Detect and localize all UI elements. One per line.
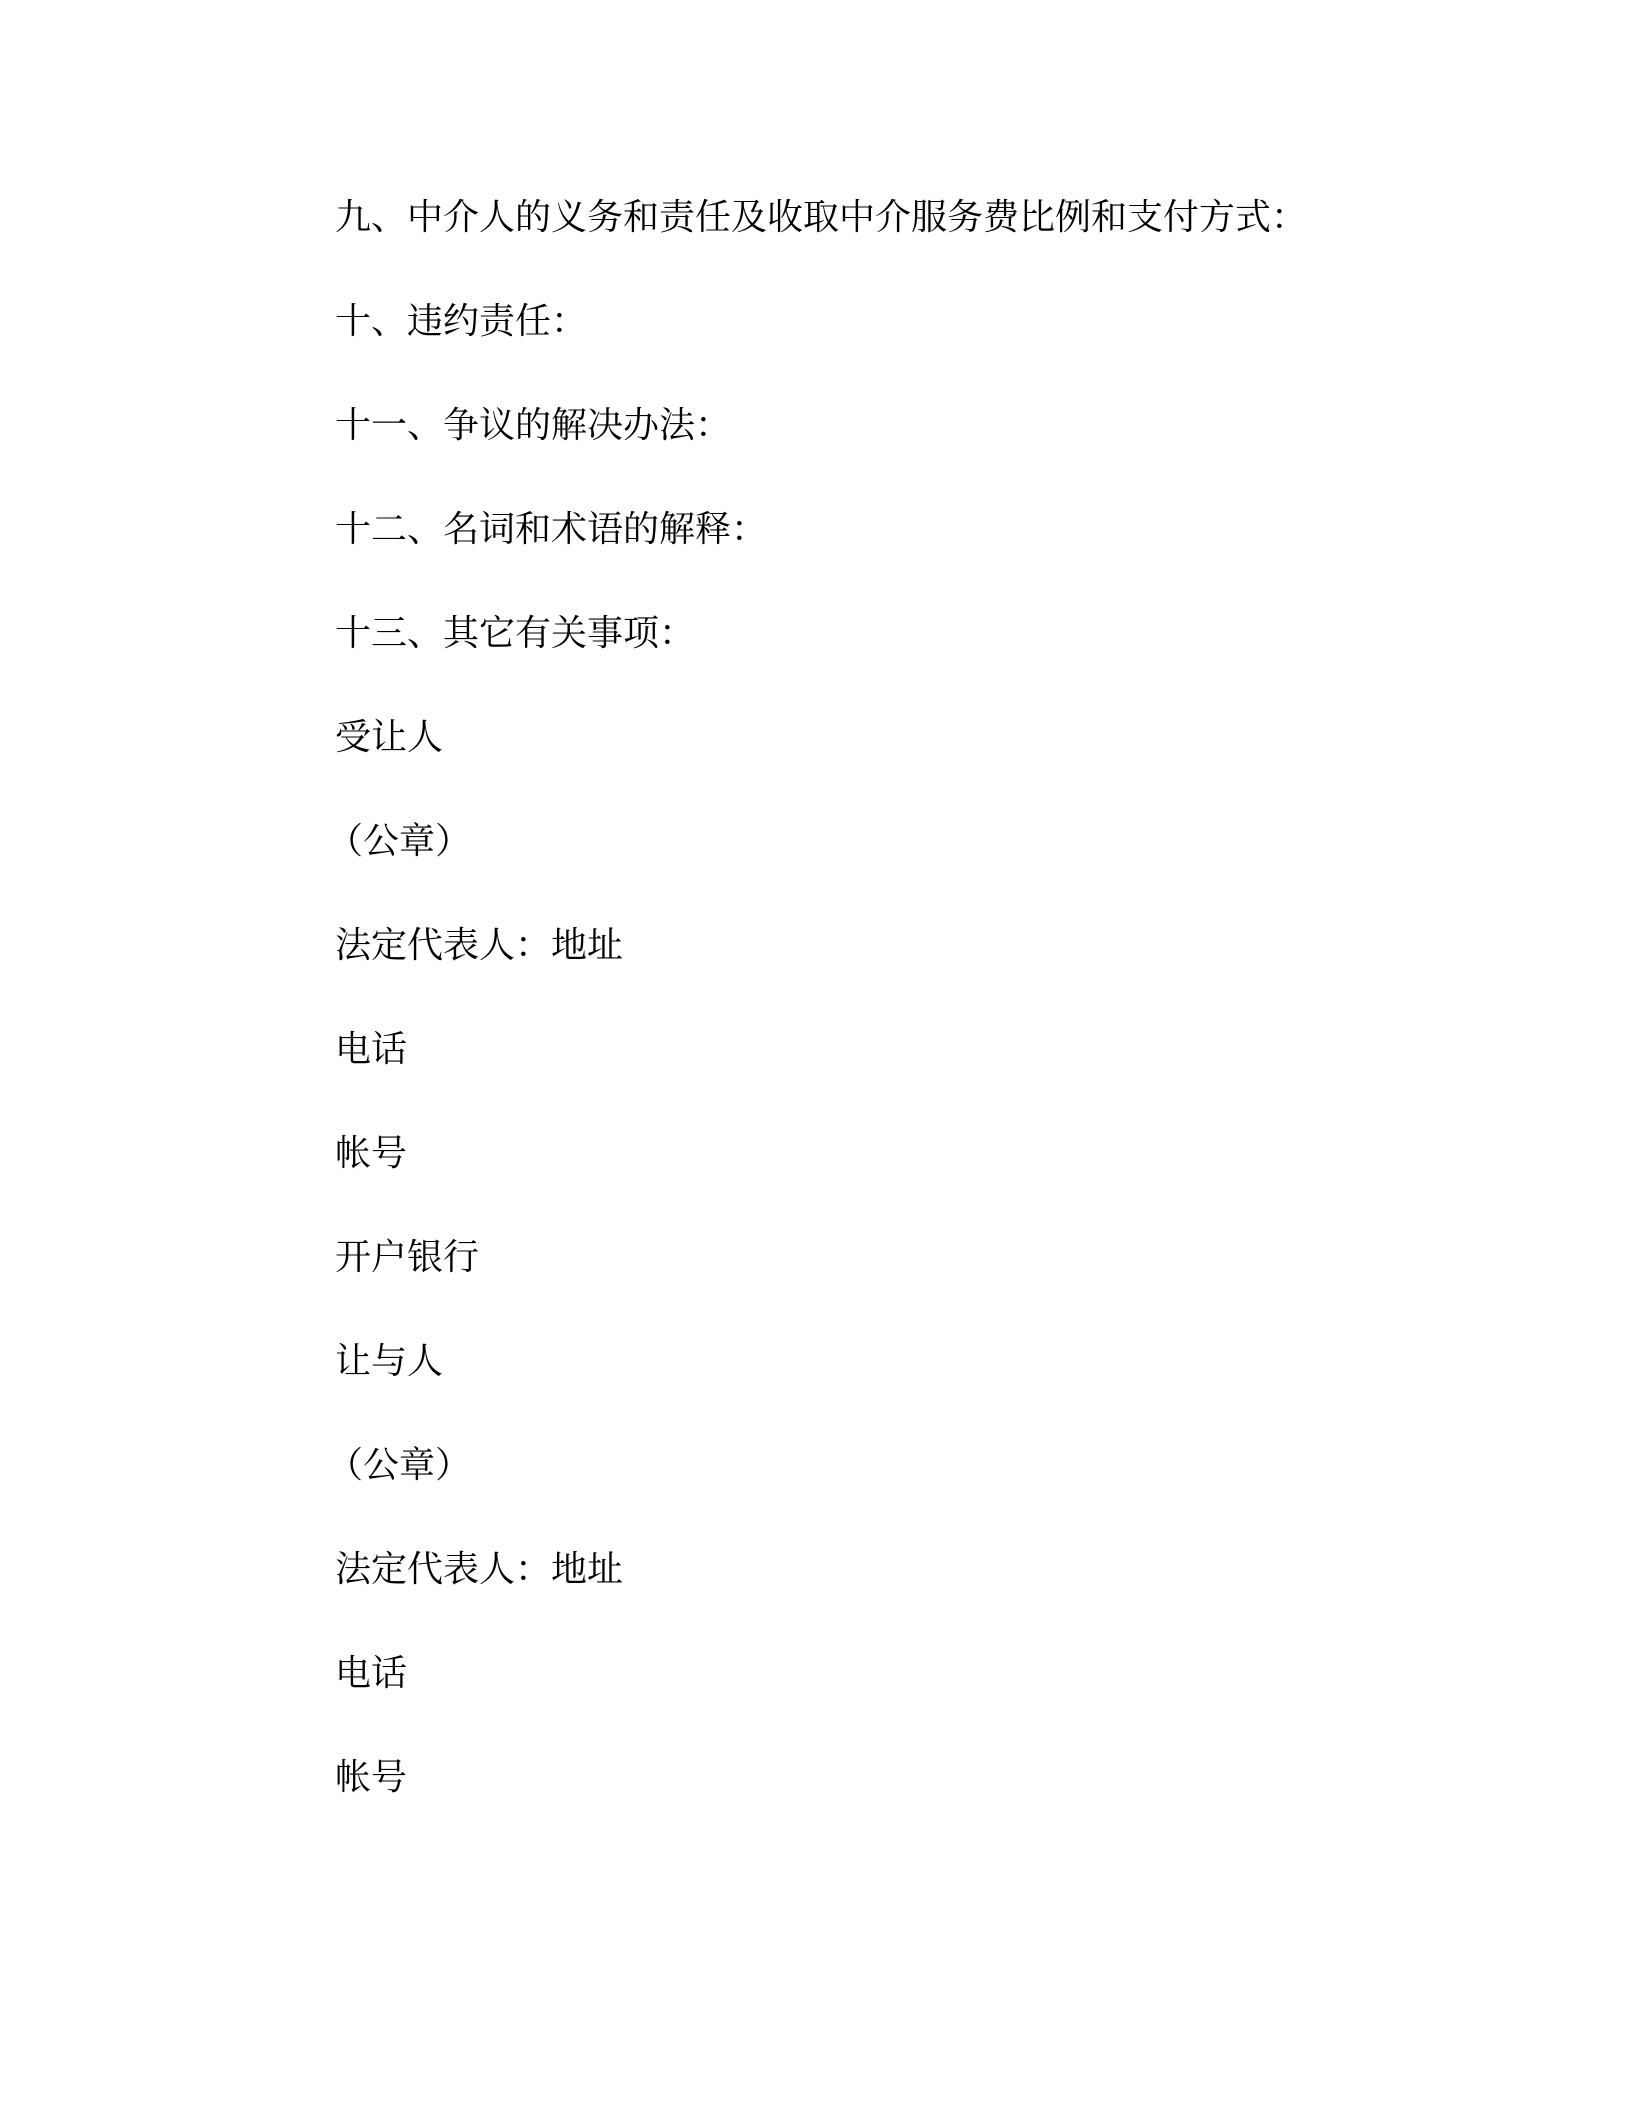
clause-10-heading: 十、违约责任： (335, 301, 588, 342)
transferee-bank-label: 开户银行 (335, 1237, 480, 1278)
transferee-phone-label: 电话 (335, 1029, 408, 1070)
clause-11-heading: 十一、争议的解决办法： (335, 405, 732, 446)
transferor-label: 让与人 (335, 1341, 444, 1382)
transferor-representative-address-label: 法定代表人：地址 (335, 1549, 624, 1590)
transferor-phone-label: 电话 (335, 1653, 408, 1694)
transferee-account-label: 帐号 (335, 1133, 408, 1174)
transferee-label: 受让人 (335, 717, 444, 758)
clause-12-heading: 十二、名词和术语的解释： (335, 509, 768, 550)
transferee-seal-label: （公章） (327, 821, 472, 862)
transferor-seal-label: （公章） (327, 1445, 472, 1486)
document-body (327, 190, 1455, 1854)
clause-9-heading: 九、中介人的义务和责任及收取中介服务费比例和支付方式： (335, 197, 1308, 238)
transferor-account-label: 帐号 (335, 1757, 408, 1798)
transferee-representative-address-label: 法定代表人：地址 (335, 925, 624, 966)
clause-13-heading: 十三、其它有关事项： (335, 613, 696, 654)
